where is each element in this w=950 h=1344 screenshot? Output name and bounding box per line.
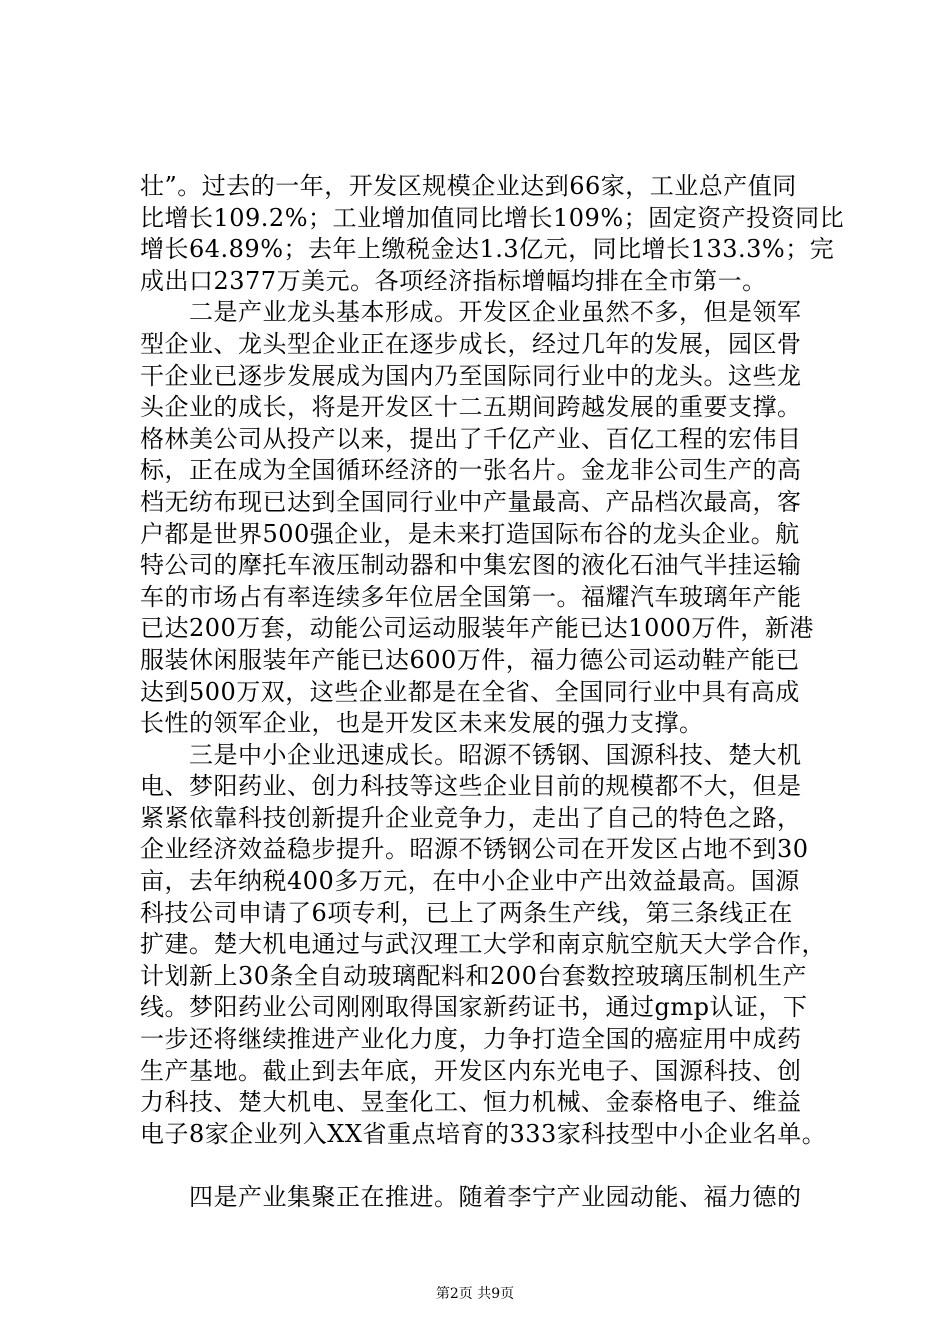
text-line: 电、梦阳药业、创力科技等这些企业目前的规模都不大，但是 xyxy=(140,772,802,801)
text-line: 四是产业集聚正在推进。随着李宁产业园动能、福力德的 xyxy=(140,1183,802,1211)
text-line: 线。梦阳药业公司刚刚取得国家新药证书，通过gmp认证，下 xyxy=(140,993,808,1022)
document-body xyxy=(140,171,845,1214)
text-line: 标，正在成为全国循环经济的一张名片。金龙非公司生产的高 xyxy=(140,456,802,485)
text-line: 成出口2377万美元。各项经济指标增幅均排在全市第一。 xyxy=(140,266,767,295)
text-line: 电子8家企业列入XX省重点培育的333家科技型中小企业名单。 xyxy=(140,1119,827,1148)
text-line: 扩建。楚大机电通过与武汉理工大学和南京航空航天大学合作， xyxy=(140,930,826,959)
text-line: 户都是世界500强企业，是未来打造国际布谷的龙头企业。航 xyxy=(140,519,800,548)
text-line: 二是产业龙头基本形成。开发区企业虽然不多，但是领军 xyxy=(140,298,802,327)
text-line: 车的市场占有率连续多年位居全国第一。福耀汽车玻璃年产能 xyxy=(140,582,802,611)
text-line: 特公司的摩托车液压制动器和中集宏图的液化石油气半挂运输 xyxy=(140,551,802,580)
text-line: 亩，去年纳税400多万元，在中小企业中产出效益最高。国源 xyxy=(140,867,800,896)
text-line: 一步还将继续推进产业化力度，力争打造全国的癌症用中成药 xyxy=(140,1025,802,1054)
text-line: 增长64.89%；去年上缴税金达1.3亿元，同比增长133.3%；完 xyxy=(140,235,835,264)
text-line: 生产基地。截止到去年底，开发区内东光电子、国源科技、创 xyxy=(140,1056,802,1085)
text-line: 科技公司申请了6项专利，已上了两条生产线，第三条线正在 xyxy=(140,898,793,927)
text-line: 比增长109.2%；工业增加值同比增长109%；固定资产投资同比 xyxy=(140,203,845,232)
paragraph-gap xyxy=(140,1150,830,1182)
text-line: 紧紧依靠科技创新提升企业竞争力，走出了自己的特色之路， xyxy=(140,803,802,832)
text-line: 型企业、龙头型企业正在逐步成长，经过几年的发展，园区骨 xyxy=(140,329,802,358)
text-line: 力科技、楚大机电、昱奎化工、恒力机械、金泰格电子、维益 xyxy=(140,1088,802,1117)
text-line: 格林美公司从投产以来，提出了千亿产业、百亿工程的宏伟目 xyxy=(140,424,802,453)
text-line: 服装休闲服装年产能已达600万件，福力德公司运动鞋产能已 xyxy=(140,645,800,674)
page-number-footer: 第2页 共9页 xyxy=(435,1286,515,1302)
text-line: 长性的领军企业，也是开发区未来发展的强力支撑。 xyxy=(140,709,704,738)
text-line: 三是中小企业迅速成长。昭源不锈钢、国源科技、楚大机 xyxy=(140,740,802,769)
text-line: 计划新上30条全自动玻璃配料和200台套数控玻璃压制机生产 xyxy=(140,961,807,990)
text-line: 干企业已逐步发展成为国内乃至国际同行业中的龙头。这些龙 xyxy=(140,361,802,390)
text-line: 头企业的成长，将是开发区十二五期间跨越发展的重要支撑。 xyxy=(140,393,802,422)
text-line: 壮”。过去的一年，开发区规模企业达到66家，工业总产值同 xyxy=(140,172,797,200)
text-line: 达到500万双，这些企业都是在全省、全国同行业中具有高成 xyxy=(140,677,800,706)
text-line: 企业经济效益稳步提升。昭源不锈钢公司在开发区占地不到30 xyxy=(140,835,809,864)
text-line: 档无纺布现已达到全国同行业中产量最高、产品档次最高，客 xyxy=(140,487,802,516)
text-line: 已达200万套，动能公司运动服装年产能已达1000万件，新港 xyxy=(140,614,814,643)
